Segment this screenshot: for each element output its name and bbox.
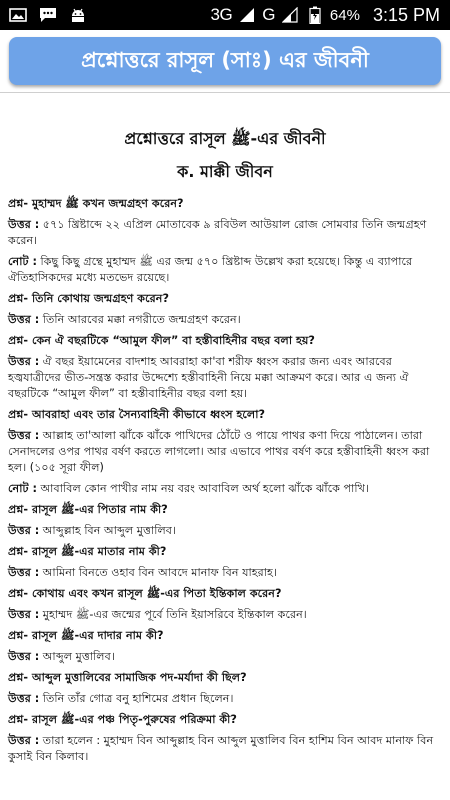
item-text: কোথায় এবং কখন রাসূল ﷺ-এর পিতা ইন্তিকাল করেন? [28, 587, 282, 600]
item-prefix: উত্তর : [8, 429, 40, 442]
note-item [8, 254, 442, 286]
item-prefix: নোট : [8, 255, 37, 268]
android-icon [68, 7, 88, 23]
answer-item [8, 649, 442, 665]
item-text: কেন ঐ বছরটিকে “আমুল ফীল” বা হস্তীবাহিনীর বছর বলা হয়? [28, 334, 315, 347]
question-item [8, 502, 442, 518]
item-prefix: প্রশ্ন- [8, 408, 29, 421]
question-item [8, 712, 442, 728]
header-divider [0, 92, 450, 93]
item-prefix: নোট : [8, 482, 37, 495]
item-prefix: উত্তর : [8, 608, 40, 621]
answer-item [8, 607, 442, 623]
item-text: তিনি তাঁর গোত্র বনু হাশিমের প্রধান ছিলেন। [39, 692, 234, 705]
item-text: ঐ বছর ইয়ামেনের বাদশাহ আবরাহা কা'বা শরীফ ধ্বংস করার জন্য এবং আরবের হজ্বযাত্রীদের ভীত-সন্ত্রস্ত করার উদ্দেশ্যে হস্তীবাহিনী নিয়ে মক্কা আক্রমণ করে। আর এ জন্য ঐ বছরটিকে “আমুল ফীল” বা হস্তীবাহিনীর বছর বলা হয়। [8, 355, 409, 400]
answer-item [8, 733, 442, 765]
item-text: মুহাম্মদ ﷺ কখন জন্মগ্রহণ করেন? [28, 197, 184, 210]
answer-item [8, 217, 442, 249]
question-item [8, 291, 442, 307]
item-prefix: উত্তর : [8, 313, 40, 326]
question-item [8, 544, 442, 560]
item-prefix: প্রশ্ন- [8, 629, 29, 642]
note-item [8, 481, 442, 497]
item-prefix: প্রশ্ন- [8, 671, 29, 684]
item-prefix: উত্তর : [8, 524, 40, 537]
question-item [8, 586, 442, 602]
item-prefix: উত্তর : [8, 734, 40, 747]
signal-icon-2 [280, 7, 300, 23]
item-text: তিনি আরবের মক্কা নগরীতে জন্মগ্রহণ করেন। [39, 313, 241, 326]
battery-icon [305, 7, 325, 23]
item-text: রাসূল ﷺ-এর দাদার নাম কী? [28, 629, 164, 642]
item-prefix: প্রশ্ন- [8, 197, 29, 210]
item-text: আমিনা বিনতে ওহাব বিন আবদে মানাফ বিন যাহরাহ। [39, 566, 277, 579]
item-prefix: প্রশ্ন- [8, 713, 29, 726]
item-prefix: প্রশ্ন- [8, 545, 29, 558]
item-text: ৫৭১ খ্রিষ্টাব্দে ২২ এপ্রিল মোতাবেক ৯ রবিউল আউয়াল রোজ সোমবার তিনি জন্মগ্রহণ করেন। [8, 218, 427, 247]
question-item [8, 670, 442, 686]
answer-item [8, 354, 442, 402]
item-prefix: উত্তর : [8, 218, 40, 231]
item-prefix: প্রশ্ন- [8, 503, 29, 516]
item-text: আবাবিল কোন পাখীর নাম নয় বরং আবাবিল অর্থ হলো ঝাঁকে ঝাঁকে পাখি। [36, 482, 369, 495]
item-text: আব্দুল্লাহ বিন আব্দুল মুত্তালিব। [39, 524, 177, 537]
answer-item [8, 428, 442, 476]
network2-label: G [262, 5, 275, 24]
item-text: রাসূল ﷺ-এর মাতার নাম কী? [28, 545, 167, 558]
question-item [8, 407, 442, 423]
document-title: প্রশ্নোত্তরে রাসূল ﷺ-এর জীবনী [124, 129, 326, 148]
item-text: আবরাহা এবং তার সৈন্যবাহিনী কীভাবে ধ্বংস হলো? [28, 408, 265, 421]
item-text: আব্দুল মুত্তালিবের সামাজিক পদ-মর্যাদা কী ছিল? [28, 671, 247, 684]
item-text: মুহাম্মদ ﷺ-এর জন্মের পূর্বে তিনি ইয়াসরিবে ইন্তিকাল করেন। [39, 608, 307, 621]
item-text: কিছু কিছু গ্রন্থে মুহাম্মদ ﷺ এর জন্ম ৫৭০ খ্রিষ্টাব্দ উল্লেখ করা হয়েছে। কিন্তু এ ব্যাপারে ঐতিহাসিকদের মধ্যে মতভেদ রয়েছে। [8, 255, 413, 284]
item-prefix: উত্তর : [8, 566, 40, 579]
status-bar [0, 0, 450, 30]
item-text: তিনি কোথায় জন্মগ্রহণ করেন? [28, 292, 169, 305]
item-prefix: প্রশ্ন- [8, 292, 29, 305]
question-item [8, 333, 442, 349]
answer-item [8, 565, 442, 581]
answer-item [8, 691, 442, 707]
app-title: প্রশ্নোত্তরে রাসূল (সাঃ) এর জীবনী [81, 47, 369, 72]
chat-icon [38, 7, 58, 23]
question-item [8, 628, 442, 644]
item-text: তারা হলেন : মুহাম্মদ বিন আব্দুল্লাহ বিন আব্দুল মুত্তালিব বিন হাশিম বিন আবদ মানাফ বিন কুসাই বিন কিলাব। [8, 734, 434, 763]
document-page[interactable] [0, 96, 450, 800]
item-text: আব্দুল মুত্তালিব। [39, 650, 115, 663]
signal-icon [237, 7, 257, 23]
network-label: 3G [210, 5, 233, 24]
question-item [8, 196, 442, 212]
item-prefix: উত্তর : [8, 355, 40, 368]
clock: 3:15 PM [372, 4, 440, 25]
document-subtitle: ক. মাক্কী জীবন [177, 162, 273, 181]
item-prefix: প্রশ্ন- [8, 587, 29, 600]
item-prefix: উত্তর : [8, 692, 40, 705]
answer-item [8, 312, 442, 328]
battery-percent: 64% [329, 6, 360, 24]
item-text: আল্লাহ তা'আলা ঝাঁকে ঝাঁকে পাখিদের ঠোঁটে ও পায়ে পাথর কণা দিয়ে পাঠালেন। তারা সেনাদলের ওপর পাথর বর্ষণ করতে লাগলো। আর এভাবে পাথর বর্ষণ করে হস্তীবাহিনী ধ্বংস করা হল। (১০৫ সূরা ফীল) [8, 429, 430, 474]
item-prefix: উত্তর : [8, 650, 40, 663]
image-icon [8, 7, 28, 23]
qa-list [8, 196, 442, 765]
item-prefix: প্রশ্ন- [8, 334, 29, 347]
item-text: রাসূল ﷺ-এর পিতার নাম কী? [28, 503, 168, 516]
answer-item [8, 523, 442, 539]
app-header [9, 37, 441, 85]
item-text: রাসূল ﷺ-এর পঞ্চ পিতৃ-পুরুষের পরিক্রমা কী? [28, 713, 237, 726]
